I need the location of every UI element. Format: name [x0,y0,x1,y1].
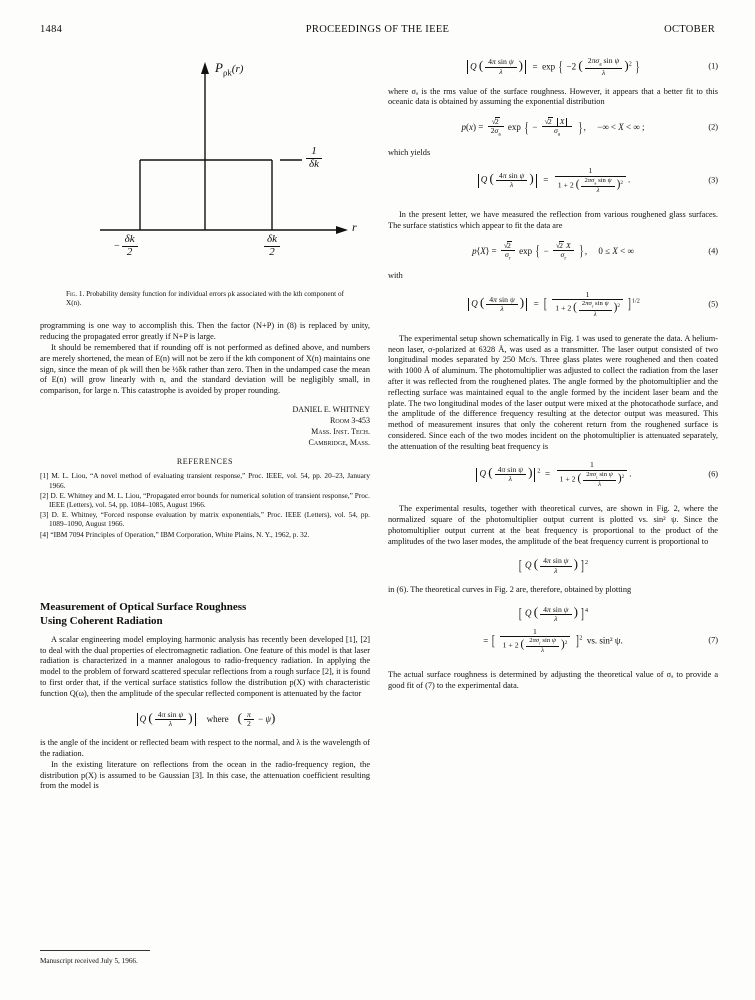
left-paragraph-3: A scalar engineering model employing harmonic analysis has recently been developed [1], [2] to deal with the dual properties of electromagnetic radiation. One feature of this model is that laser radiation is characterized in a manner analogous to radio-frequency radiation. In applying the model to the problem of forward scattered specular reflections from a rough surface [2], it is found to first order that, if the vertical surface statistics follow the distribution p(X) with characteristic function Q(ω), then the amplitude of the specular reflected component is attenuated by the factor [40,634,370,698]
author-city: Cambridge, Mass. [308,438,370,447]
right-paragraph-1: where σₐ is the rms value of the surface roughness. However, it appears that a better fit to this oceanic data is obtained by assuming the exponential distribution [388,86,718,107]
reference-item: [2] D. E. Whitney and M. L. Liou, “Propagated error bounds for numerical solution of transient response,” Proc. IEEE (Letters), vol. 54, pp. 1084–1085, August 1966. [40,490,370,509]
figure-1-right-tick-label: $\frac{\delta k}{2}$ [262,234,282,259]
equation-3-number: (3) [708,175,718,185]
figure-1-caption-label: Fig. 1. [66,290,85,298]
page-number: 1484 [40,24,63,35]
reference-item: [1] M. L. Liou, “A novel method of evaluating transient response,” Proc. IEEE, vol. 54, pp. 20–23, January 1966. [40,471,370,490]
right-paragraph-experimental: The experimental setup shown schematically in Fig. 1 was used to generate the data. A helium-neon laser, σ-polarized at 6328 Å, was used as a transmitter. The laser output consisted of two longitudinal modes separated by 250 Mc/s. Three glass plates were roughened and then coated with 1000 Å of aluminum. The photomultiplier was adjusted to collect the radiation from the laser after it was reflected from the roughened plates. The angle formed by the photomultiplier and the reflecting surface was maintained equal to the angle formed by the incident laser beam and the plate. The two longitudinal modes of the laser output were mixed at the photocathode surface, and the amplitude of the difference frequency resulting at the detector output was measured. This method of measurement insures that only the coherent return from the roughened surface is considered. Since each of the two modes incident on the photomultiplier is attenuated separately, the attenuation of the resulting beat frequency is [388,333,718,451]
author-room: Room 3-453 [329,415,370,425]
reference-item: [3] D. E. Whitney, “Forced response evaluation by matrix exponentials,” Proc. IEEE (Letters), vol. 54, pp. 1089–1090, August 1966. [40,510,370,529]
equation-6: Q ( $\frac{\text{4π sin ψ}}{\lambda}$ ) $^2$ = 1 1 + 2 ( $\frac{2\pi\sigma_r \sin \psi}{\lambda}$ )$^2$ . (6) [388,461,718,488]
right-which-yields: which yields [388,147,431,157]
left-paragraph-1: programming is one way to accomplish this. Then the factor (N+P) in (8) is replaced by unity, reducing the propagated error greatly if N+P is large. [40,321,370,342]
equation-amplitude-expression: [ Q ( $\frac{\text{4π sin ψ}}{\lambda}$ ) ]$^2$ [518,556,589,575]
figure-1-y-axis-label: $P_{\rho k}(r)$ [215,60,244,78]
article-title-line-2: Using Coherent Radiation [40,614,163,627]
figure-1 [40,48,370,286]
article-title-line-1: Measurement of Optical Surface Roughness [40,600,247,613]
right-paragraph-results: The experimental results, together with theoretical curves, are shown in Fig. 2, where the normalized square of the photomultiplier output current is plotted vs. sin² ψ. Since the photomultiplier output current at the beat frequency is proportional to the product of the amplitudes of the two laser modes, the amplitude of the beat frequency current is proportional to [388,504,718,546]
right-column [388,48,718,692]
right-paragraph-in6: in (6). The theoretical curves in Fig. 2 are, therefore, obtained by plotting [388,584,632,594]
equation-4-number: (4) [708,246,718,256]
equation-6-number: (6) [708,469,718,479]
author-institution: Mass. Inst. Tech. [311,426,370,436]
figure-1-caption-text: Probability density function for individual errors ρk associated with the kth component of X(n). [66,290,344,308]
left-paragraph-4: is the angle of the incident or reflected beam with respect to the normal, and λ is the wavelength of the radiation. [40,738,370,759]
equation-2-number: (2) [708,122,718,132]
figure-1-x-axis-label: r [352,220,357,234]
right-paragraph-actual: The actual surface roughness is determined by adjusting the theoretical value of σₐ to provide a good fit of (7) to the experimental data. [388,670,718,691]
equation-7-vs-text: vs. sin² ψ. [586,635,623,646]
left-paragraph-5: In the existing literature on reflections from the ocean in the radio-frequency region, the distribution p(X) is assumed to be Gaussian [3]. In this case, the attenuation coefficient resulting from the model is [40,759,370,791]
issue-month: OCTOBER [664,24,715,35]
running-head [40,24,715,38]
equation-1-number: (1) [708,61,718,71]
equation-5-number: (5) [708,299,718,309]
footnote-rule [40,950,150,951]
equation-inline-attenuation: Q ( $\frac{\text{4π sin ψ}}{\lambda}$ ) where ( $\frac{\pi}{2}$ − ψ) [40,709,370,730]
references-heading: REFERENCES [176,457,234,467]
equation-5: Q ( $\frac{\text{4π sin ψ}}{\lambda}$ ) = [ 1 1 + 2 ( $\frac{2\pi\sigma_r \sin \psi}{\lambda}$ )$^2$ ]$^{1/2}$ (5) [388,291,718,318]
equation-7-line-1: [ Q ( $\frac{\text{4π sin ψ}}{\lambda}$ ) ]$^4$ [518,604,589,623]
right-paragraph-present-letter: In the present letter, we have measured the reflection from various roughened glass surfaces. The surface statistics which appear to fit the data are [388,210,718,230]
right-with-word: with [388,271,403,281]
journal-title: PROCEEDINGS OF THE IEEE [305,24,450,35]
equation-2: p(x) = $\frac{√2}{2\sigma_a}$ exp { − $\frac{√2 X}{\sigma_a}$ }, −∞ < X < ∞ ; (2) [461,117,718,139]
equation-4: p⟨X⟩ = $\frac{√2}{\sigma_r}$ exp { − $\frac{√2 X}{\sigma_r}$ }, 0 ≤ X < ∞ (4) [472,240,718,262]
author-name: DANIEL E. WHITNEY [292,404,370,414]
figure-1-height-label: $\frac{1}{\delta k}$ [304,146,324,171]
author-signature [40,404,370,448]
figure-1-left-tick-label: − $\frac{\delta k}{2}$ [114,234,140,259]
equation-7-line-2: = [ 1 1 + 2 ( $\frac{2\pi\sigma_r \sin \psi}{\lambda}$ )$^2$ ]$^2$ vs. sin² ψ. (7) [483,626,718,655]
figure-1-caption [40,290,370,308]
left-column [40,48,370,792]
footnote-manuscript: Manuscript received July 5, 1966. [40,957,138,965]
equation-7-number: (7) [708,635,718,645]
equation-3: Q ( $\frac{\text{4π sin ψ}}{\lambda}$ ) = 1 1 + 2 ( $\frac{2\pi\sigma_a \sin \psi}{\lambda}$ )$^2$ . (3) [388,167,718,194]
equation-1: Q ( $\frac{\text{4π sin ψ}}{\lambda}$ ) = exp { −2 ( $\frac{2\pi\sigma_a \sin \psi}{\lambda}$ )$^2$ } (1) [388,57,718,78]
left-paragraph-2: It should be remembered that if rounding off is not performed as defined above, and numbers are merely shortened, the mean of E(n) will not be zero if the kth component of X(n) maintains one sign, since the mean of ρk will then be ½δk rather than zero. Then in the undamped case the mean of E(n) will grow linearly with n, and the standard deviation will be negligibly small, in comparison, for large n. This catastrophe is avoided by proper rounding. [40,343,370,396]
reference-item: [4] “IBM 7094 Principles of Operation,” IBM Corporation, White Plains, N. Y., 1962, p. 32. [40,529,310,539]
